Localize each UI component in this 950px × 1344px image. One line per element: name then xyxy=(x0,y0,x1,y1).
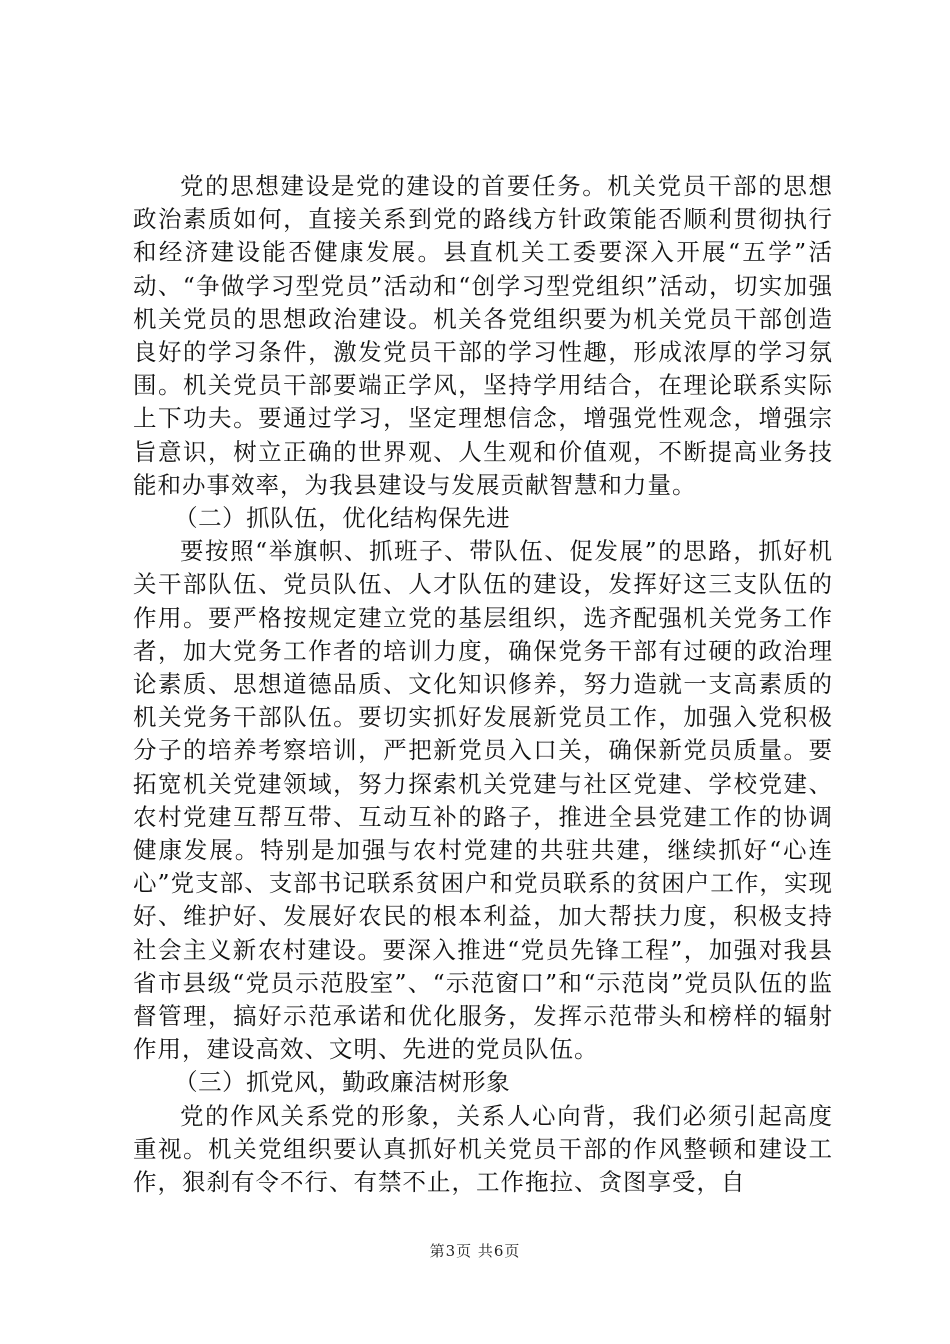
section-heading-2: （二）抓队伍，优化结构保先进 xyxy=(174,504,511,533)
body-paragraph-3: 党的作风关系党的形象，关系人心向背，我们必须引起高度重视。机关党组织要认真抓好机关党员干部的作风整顿和建设工作，狠刹有令不行、有禁不止，工作拖拉、贪图享受，自 xyxy=(133,1101,833,1197)
body-paragraph-2: 要按照“举旗帜、抓班子、带队伍、促发展”的思路，抓好机关干部队伍、党员队伍、人才队伍的建设，发挥好这三支队伍的作用。要严格按规定建立党的基层组织，选齐配强机关党务工作者，加大党务工作者的培训力度，确保党务干部有过硬的政治理论素质、思想道德品质、文化知识修养，努力造就一支高素质的机关党务干部队伍。要切实抓好发展新党员工作，加强入党积极分子的培养考察培训，严把新党员入口关，确保新党员质量。要拓宽机关党建领域，努力探索机关党建与社区党建、学校党建、农村党建互帮互带、互动互补的路子，推进全县党建工作的协调健康发展。特别是加强与农村党建的共驻共建，继续抓好“心连心”党支部、支部书记联系贫困户和党员联系的贫困户工作，实现好、维护好、发展好农民的根本利益，加大帮扶力度，积极支持社会主义新农村建设。要深入推进“党员先锋工程”，加强对我县省市县级“党员示范股室”、“示范窗口”和“示范岗”党员队伍的监督管理，搞好示范承诺和优化服务，发挥示范带头和榜样的辐射作用，建设高效、文明、先进的党员队伍。 xyxy=(133,537,833,1064)
section-heading-3: （三）抓党风，勤政廉洁树形象 xyxy=(174,1068,511,1097)
body-paragraph-1: 党的思想建设是党的建设的首要任务。机关党员干部的思想政治素质如何，直接关系到党的路线方针政策能否顺利贯彻执行和经济建设能否健康发展。县直机关工委要深入开展“五学”活动、“争做学习型党员”活动和“创学习型党组织”活动，切实加强机关党员的思想政治建设。机关各党组织要为机关党员干部创造良好的学习条件，激发党员干部的学习性趣，形成浓厚的学习氛围。机关党员干部要端正学风，坚持学用结合，在理论联系实际上下功夫。要通过学习，坚定理想信念，增强党性观念，增强宗旨意识，树立正确的世界观、人生观和价值观，不断提高业务技能和办事效率，为我县建设与发展贡献智慧和力量。 xyxy=(133,172,833,499)
document-body xyxy=(133,170,833,1199)
page-number-footer: 第3页 共6页 xyxy=(429,1242,521,1260)
